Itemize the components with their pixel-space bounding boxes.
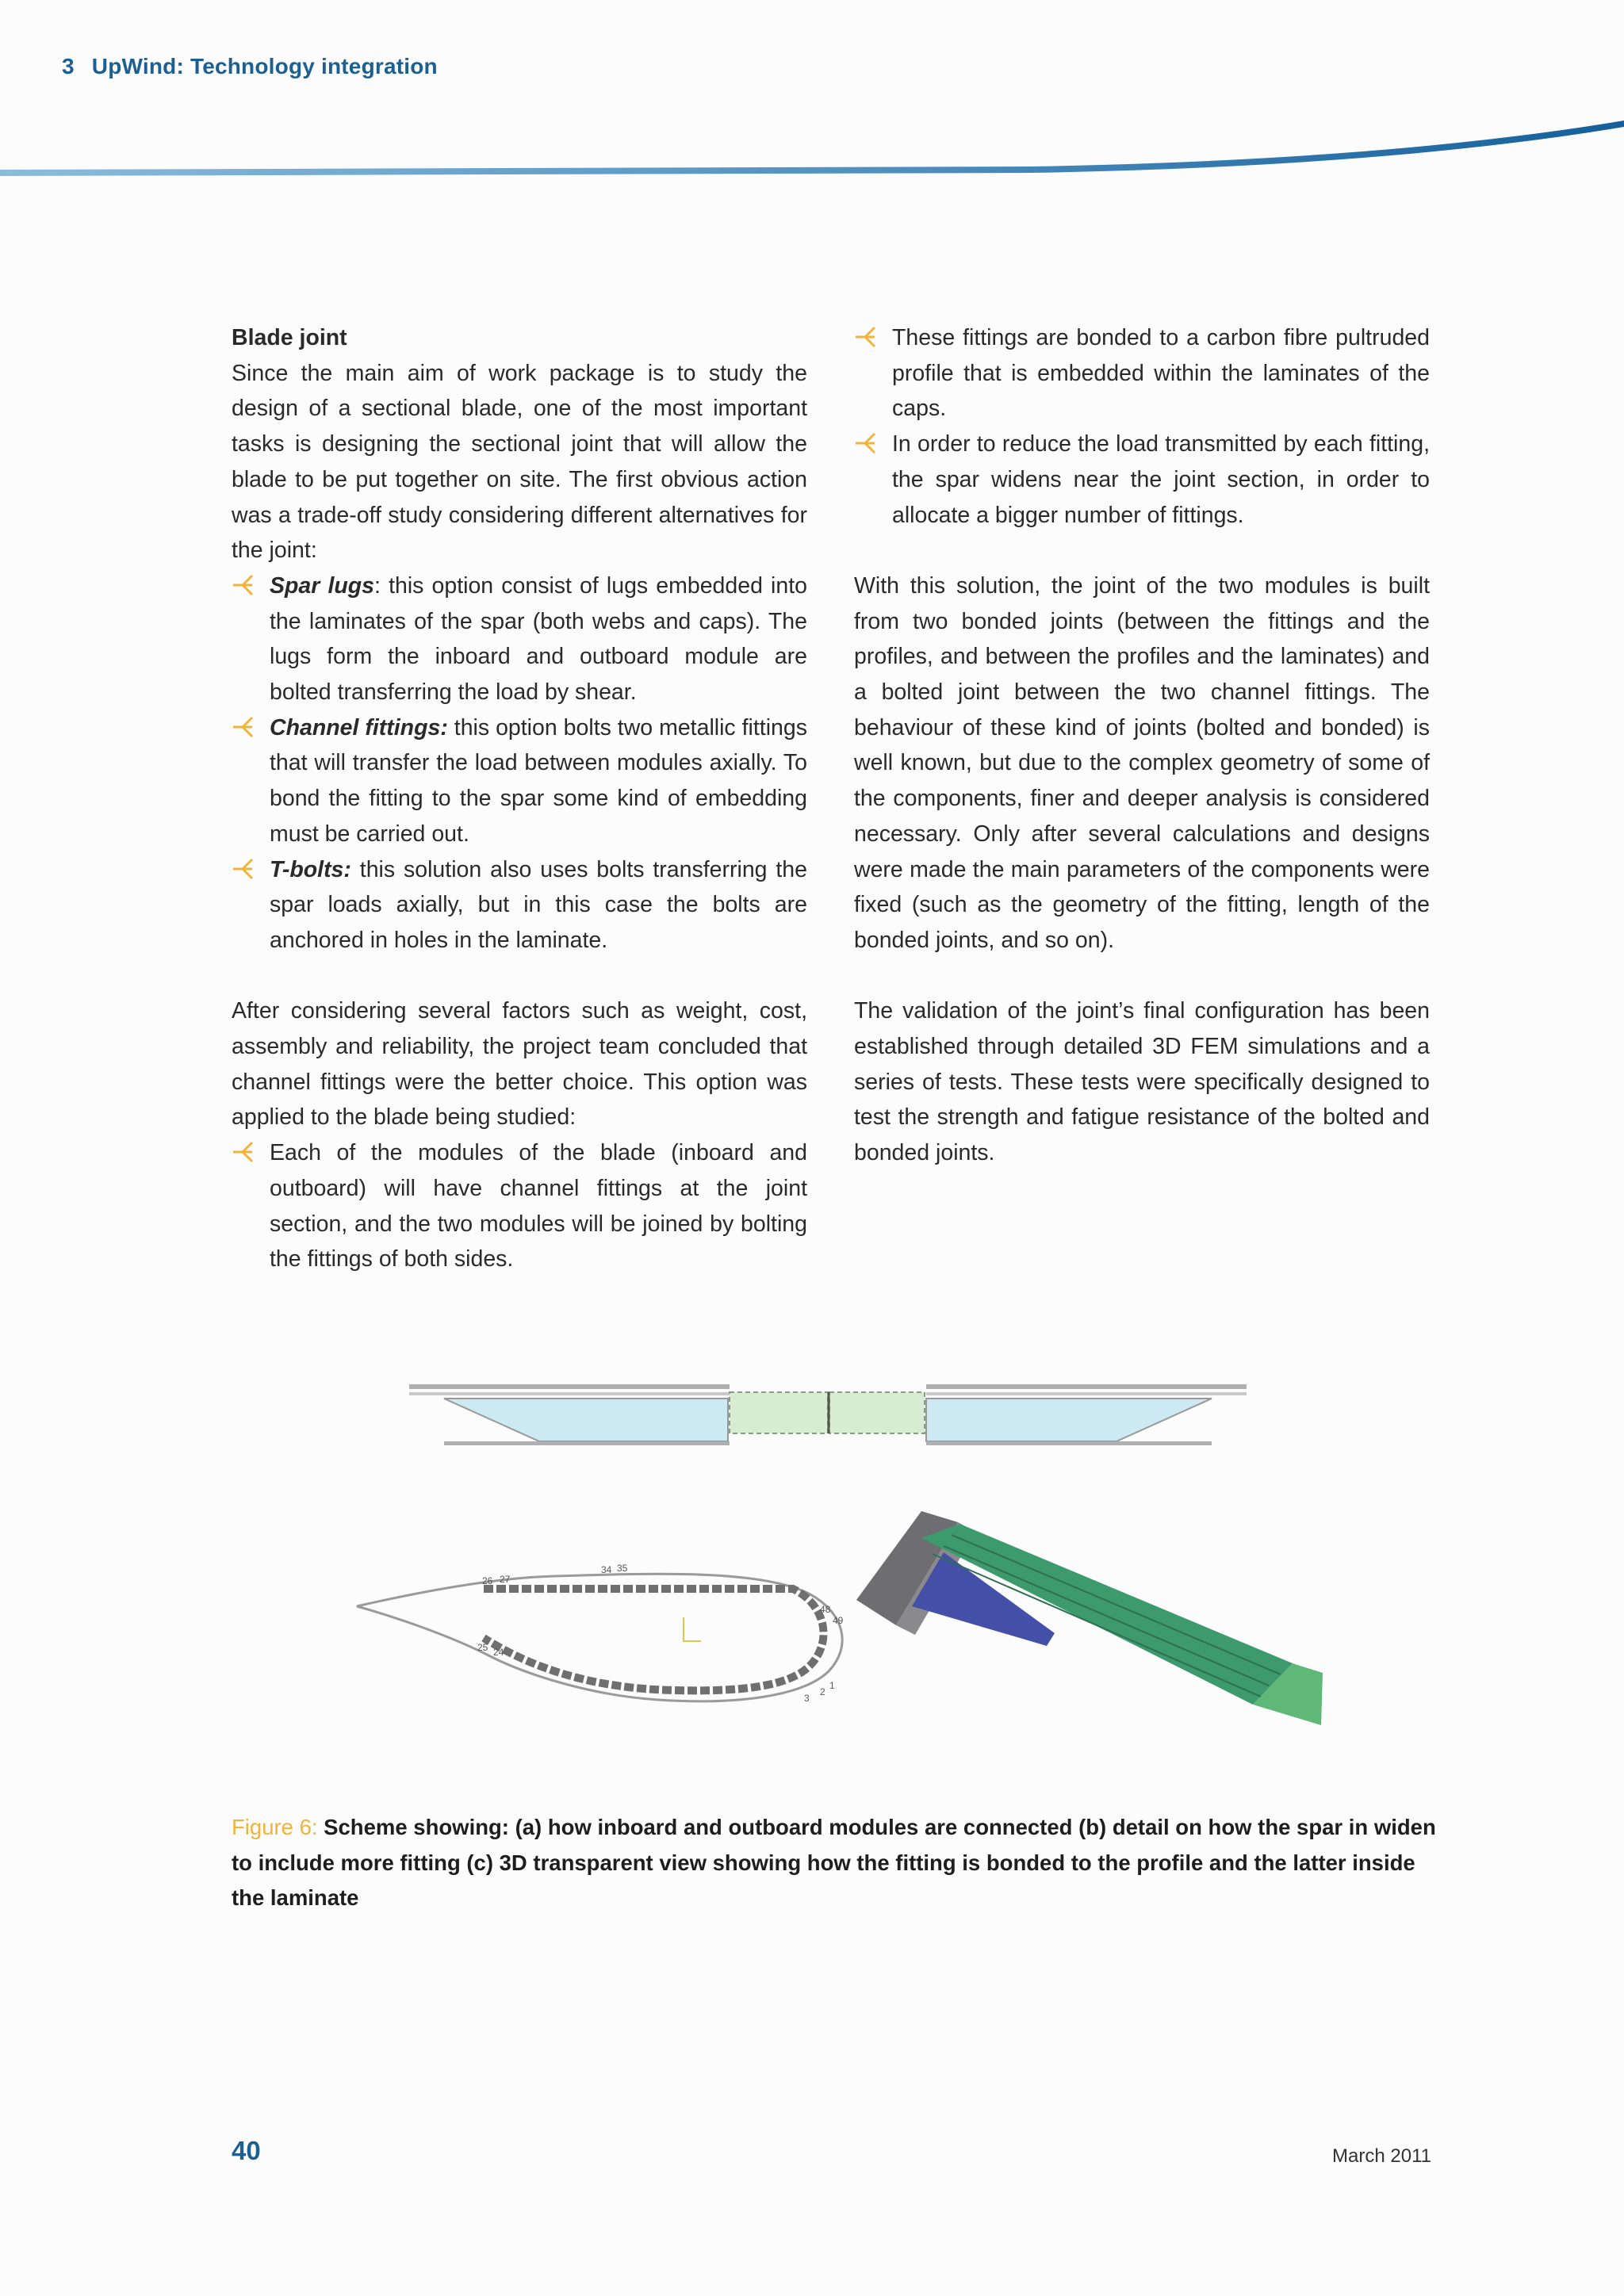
option-text: this option consist of lugs embedded into the laminates of the spar (both webs and caps). The lugs form the inboard and outboard module are bolted transferring the load by shear. xyxy=(270,572,807,706)
figure-caption xyxy=(232,1810,1437,1916)
intro-paragraph: Since the main aim of work package is to study the design of a sectional blade, one of the most important tasks is designing the sectional joint that will allow the blade to be put together on site. The first obvious action was a trade-off study considering different alternatives for the joint: xyxy=(232,360,807,564)
bullet-text: In order to reduce the load transmitted by each fitting, the spar widens near the joint section, in order to allocate a bigger number of fittings. xyxy=(892,431,1430,528)
fitting-3d-view xyxy=(856,1511,1323,1725)
bullet-marker-icon xyxy=(232,715,255,739)
option-text: this solution also uses bolts transferring the spar loads axially, but in this case the bolts are anchored in holes in the laminate. xyxy=(270,856,807,953)
left-column xyxy=(232,320,807,1277)
airfoil-label: 1 xyxy=(829,1680,835,1691)
bullet-marker-icon xyxy=(854,431,878,455)
figure-label: Figure 6: xyxy=(232,1815,318,1839)
option-term: T-bolts: xyxy=(270,856,351,882)
section-heading: Blade joint xyxy=(232,325,347,350)
publication-date: March 2011 xyxy=(1332,2145,1431,2167)
bullet-item xyxy=(854,427,1430,533)
airfoil-label: 34 xyxy=(601,1564,612,1575)
bullet-text: Each of the modules of the blade (inboard and outboard) will have channel fittings at the joint section, and the two modules will be joined by bolting the fittings of both sides. xyxy=(270,1140,807,1272)
bullet-marker-icon xyxy=(232,1140,255,1164)
figure-6 xyxy=(333,1364,1364,1760)
airfoil-label: 3 xyxy=(804,1693,810,1704)
airfoil-label: 49 xyxy=(833,1615,844,1626)
bullet-text: These fittings are bonded to a carbon fibre pultruded profile that is embedded within the laminates of the caps. xyxy=(892,325,1430,422)
module-connection-diagram xyxy=(409,1384,1247,1445)
running-header xyxy=(62,54,438,79)
bullet-marker-icon xyxy=(232,857,255,881)
body-paragraph: The validation of the joint’s final configuration has been established through detailed 3D FEM simulations and a series of tests. These tests were specifically designed to test the strength and fatigue resistance of the bolted and bonded joints. xyxy=(854,998,1430,1166)
airfoil-section-diagram xyxy=(357,1563,844,1704)
option-text: this option bolts two metallic fittings that will transfer the load between modules axially. To bond the fitting to the spar some kind of embedding must be carried out. xyxy=(270,714,807,847)
bullet-item xyxy=(232,1135,807,1277)
airfoil-label: 24 xyxy=(493,1647,504,1658)
airfoil-label: 25 xyxy=(477,1642,488,1653)
conclusion-paragraph: After considering several factors such as weight, cost, assembly and reliability, the project team concluded that channel fittings were the better choice. This option was applied to the blade being studied: xyxy=(232,998,807,1131)
page-number: 40 xyxy=(232,2136,261,2165)
section-number: 3 xyxy=(62,54,75,78)
bullet-item xyxy=(232,852,807,959)
right-column xyxy=(854,320,1430,1171)
body-paragraph: With this solution, the joint of the two modules is built from two bonded joints (between the fittings and the profiles, and between the profiles and the laminates) and a bolted joint between the two channel fittings. The behaviour of these kind of joints (bolted and bonded) is well known, but due to the complex geometry of some of the components, finer and deeper analysis is considered necessary. Only after several calculations and designs were made the main parameters of the components were fixed (such as the geometry of the fitting, length of the bonded joints, and so on). xyxy=(854,572,1430,953)
bullet-item: Spar lugs: this option consist of lugs embedded into the laminates of the spar (both webs and caps). The lugs form the inboard and outboard module are bolted transferring the load by shear. xyxy=(232,568,807,710)
airfoil-label: 48 xyxy=(820,1604,831,1615)
bullet-marker-icon xyxy=(232,573,255,597)
bullet-item xyxy=(232,710,807,852)
bullet-item xyxy=(854,320,1430,427)
option-term: Spar lugs xyxy=(270,572,375,599)
bullet-marker-icon xyxy=(854,325,878,349)
airfoil-label: 26 xyxy=(482,1575,493,1586)
section-title: UpWind: Technology integration xyxy=(91,54,438,78)
airfoil-label: 27 xyxy=(500,1574,511,1585)
option-term: Channel fittings: xyxy=(270,714,448,740)
airfoil-label: 2 xyxy=(820,1686,825,1697)
header-swoosh xyxy=(0,103,1624,182)
caption-text: Scheme showing: (a) how inboard and outboard modules are connected (b) detail on how the spar in widen to include more fitting (c) 3D transparent view showing how the fitting is bonded to the profile and the latter inside the laminate xyxy=(232,1815,1436,1910)
airfoil-label: 35 xyxy=(617,1563,628,1574)
